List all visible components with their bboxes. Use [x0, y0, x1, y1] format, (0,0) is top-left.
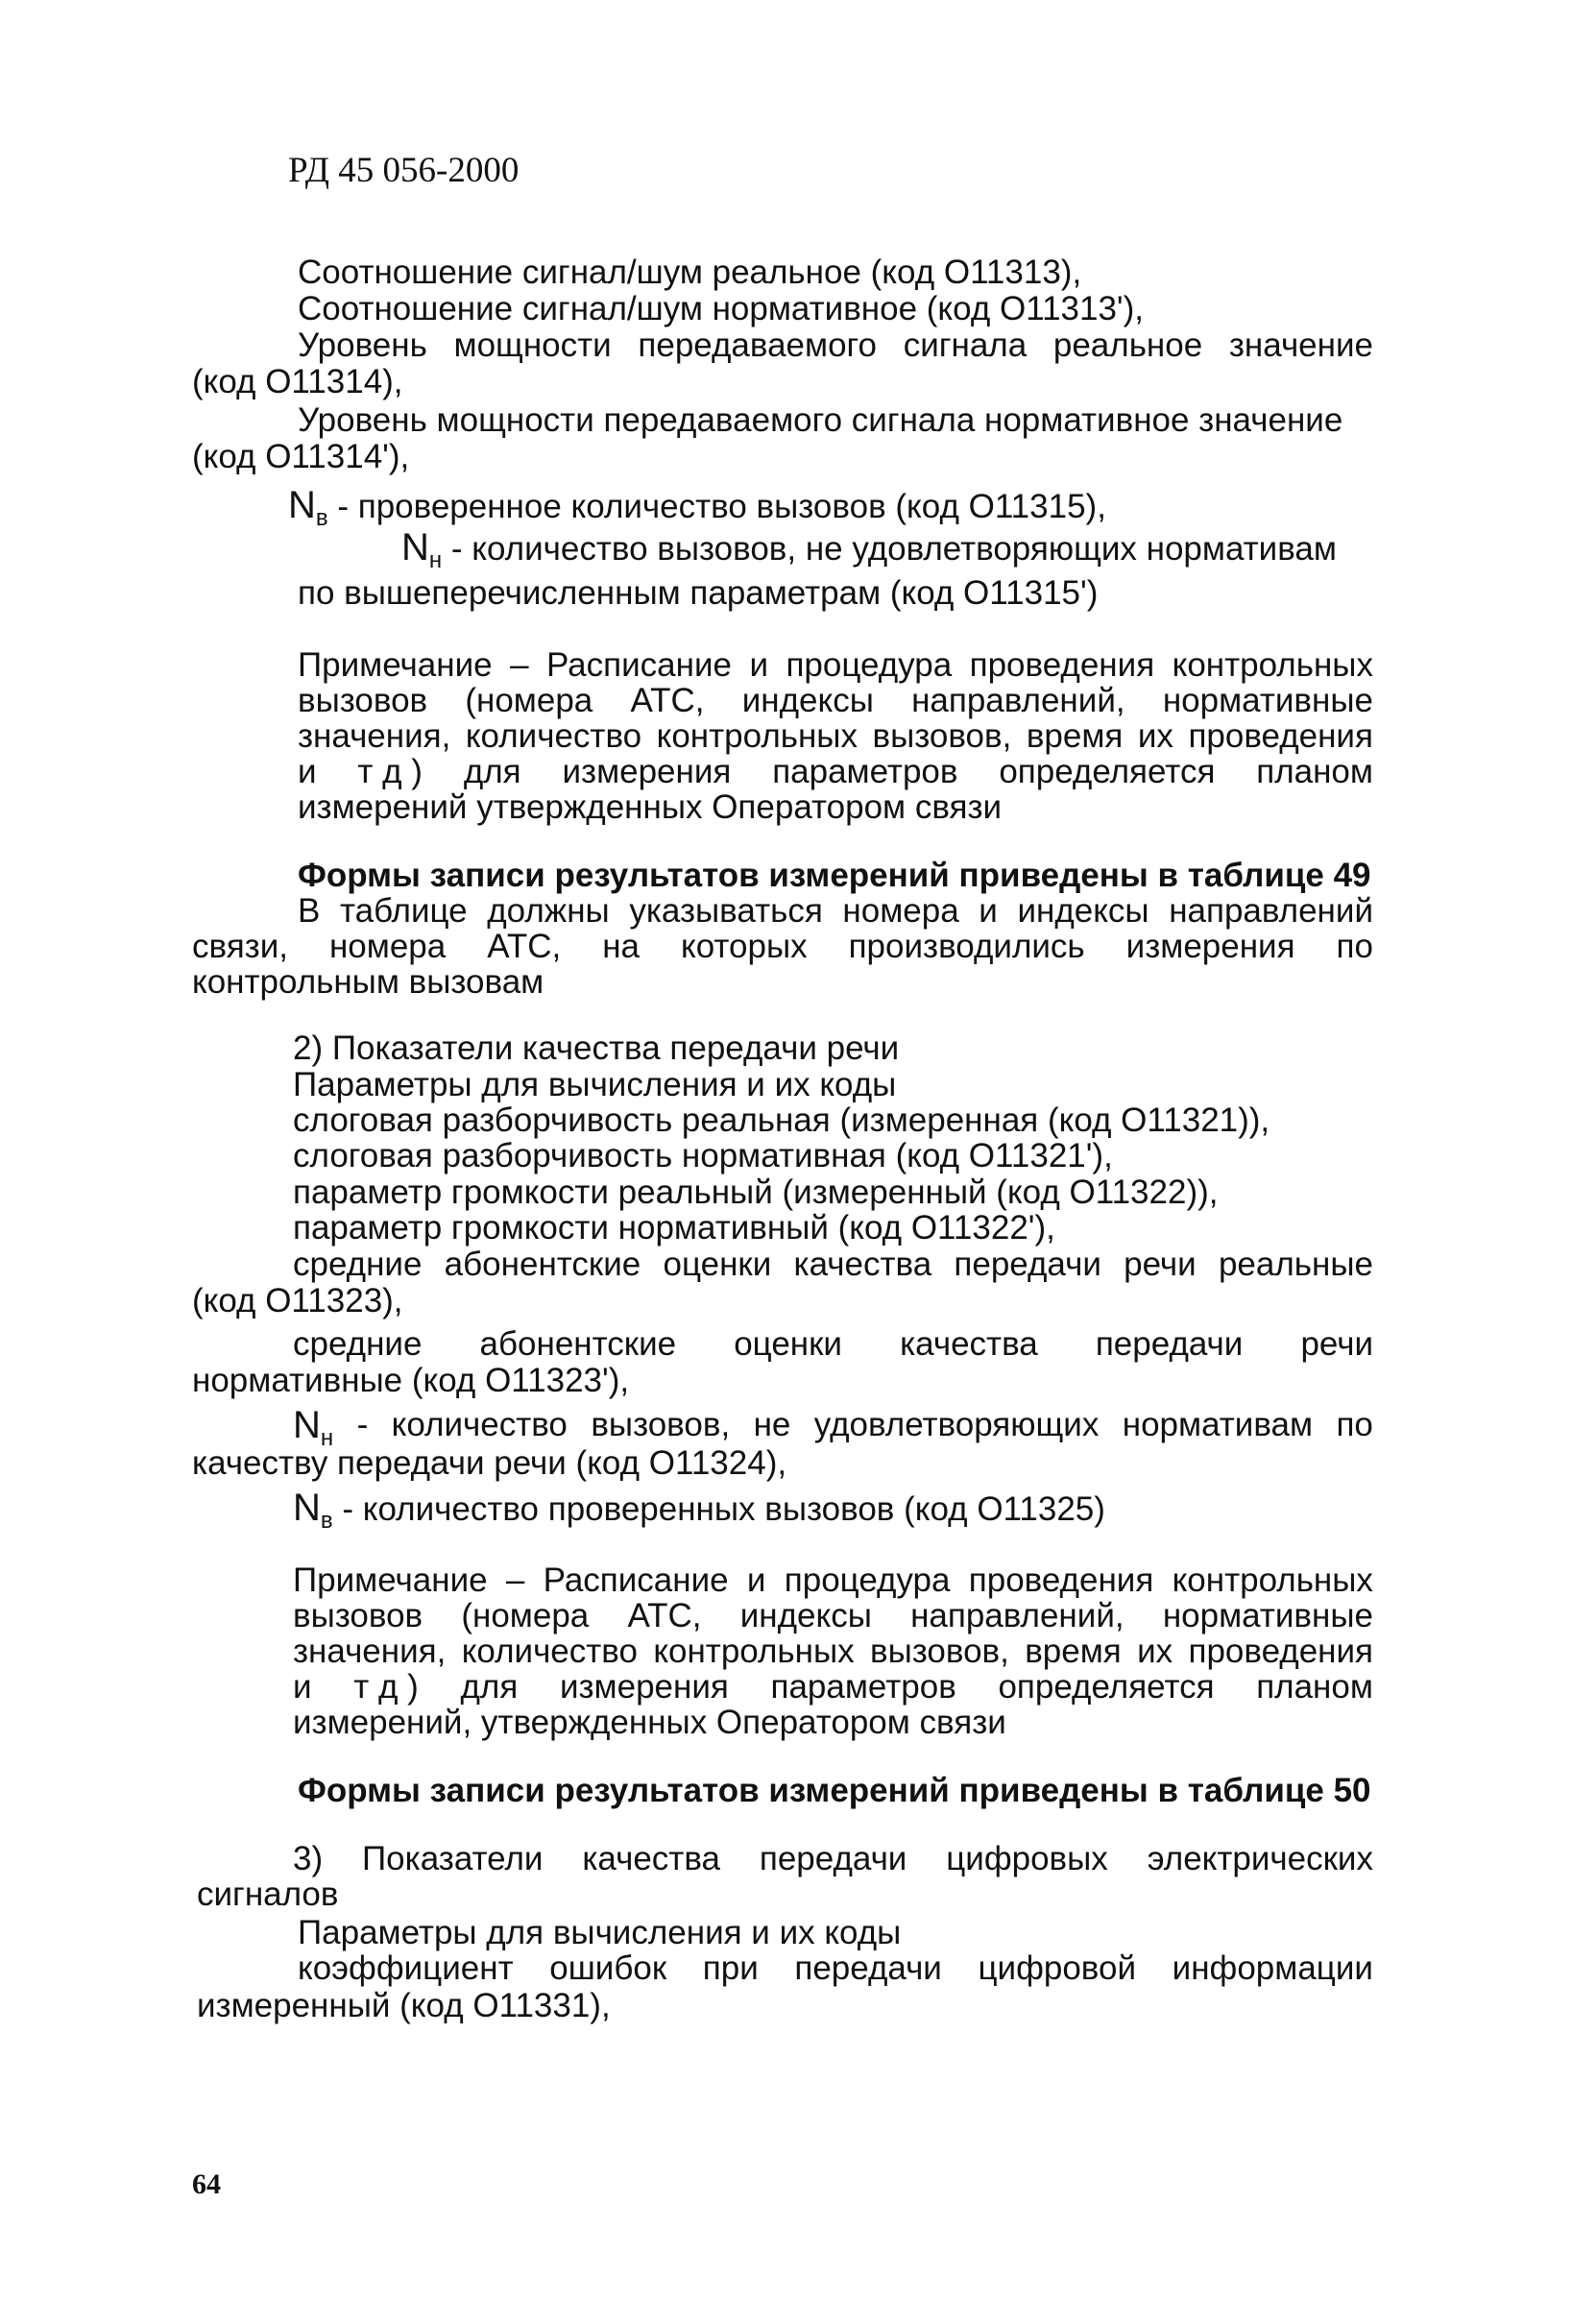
note-line: значения, количество контрольных вызовов, время их проведения [298, 717, 1373, 755]
note-line: и т д ) для измерения параметров определяется планом [293, 1668, 1373, 1706]
nh-subscript: н [320, 1425, 334, 1451]
text-line: параметр громкости реальный (измеренный (код О11322)), [293, 1174, 1219, 1211]
forms-line: Формы записи результатов измерений приведены в таблице 50 [298, 1772, 1371, 1809]
nb-subscript: в [315, 505, 328, 531]
note-line: вызовов (номера АТС, индексы направлений, нормативные [293, 1597, 1373, 1634]
text-line: по вышеперечисленным параметрам (код О11315') [298, 574, 1099, 612]
nh-subscript: н [428, 547, 443, 573]
nb-definition: $N_в$ - количество проверенных вызовов (код О11325) [293, 1487, 1105, 1534]
text-line: (код О11323), [192, 1282, 403, 1319]
text-line: (код О11314'), [192, 438, 410, 475]
section-title: 2) Показатели качества передачи речи [293, 1029, 900, 1067]
text-line-justified: коэффициент ошибок при передачи цифровой информации [298, 1949, 1373, 1987]
document-header: РД 45 056-2000 [288, 151, 520, 190]
nb-symbol: N [293, 1487, 321, 1529]
section-title: 3) Показатели качества передачи цифровых электрических [293, 1840, 1373, 1877]
nh-symbol: N [293, 1404, 321, 1446]
nh-definition: $N_н$ - количество вызовов, не удовлетворяющих нормативам [401, 526, 1337, 573]
text-line: нормативные (код О11323'), [192, 1362, 630, 1399]
note-line: значения, количество контрольных вызовов, время их проведения [293, 1633, 1373, 1670]
text-line: Параметры для вычисления и их коды [293, 1066, 897, 1103]
note-line: измерений, утвержденных Оператором связи [293, 1704, 1006, 1741]
note-line: вызовов (номера АТС, индексы направлений, нормативные [298, 682, 1373, 719]
text-line: (код О11314), [192, 363, 403, 400]
nh-symbol: N [401, 526, 429, 569]
note-line: Примечание – Расписание и процедура проведения контрольных [293, 1561, 1373, 1599]
page-number: 64 [192, 2168, 221, 2200]
text-line-justified: средние абонентские оценки качества передачи речи [293, 1325, 1373, 1363]
text-line: измеренный (код О11331), [197, 1987, 611, 2024]
nb-subscript: в [320, 1508, 333, 1534]
text-line: Соотношение сигнал/шум нормативное (код О11313'), [298, 290, 1144, 327]
nb-symbol: N [288, 484, 316, 526]
nb-definition: $N_в$ - проверенное количество вызовов (код О11315), [288, 484, 1106, 531]
text-line: контрольным вызовам [192, 963, 544, 1001]
text-line-justified: средние абонентские оценки качества передачи речи реальные [293, 1246, 1373, 1283]
text-line: Уровень мощности передаваемого сигнала нормативное значение [298, 401, 1343, 439]
text-line: слоговая разборчивость реальная (измеренная (код О11321)), [293, 1101, 1270, 1139]
text-line: качеству передачи речи (код О11324), [192, 1444, 787, 1482]
text-line: слоговая разборчивость нормативная (код О11321'), [293, 1137, 1113, 1174]
text-line: сигналов [197, 1876, 339, 1913]
nh-definition: $N_н$ - количество вызовов, не удовлетворяющих нормативам по [293, 1404, 1373, 1451]
text-line-justified: Уровень мощности передаваемого сигнала реальное значение [298, 327, 1373, 364]
note-line: измерений утвержденных Оператором связи [298, 788, 1003, 826]
forms-line: Формы записи результатов измерений приведены в таблице 49 [298, 857, 1371, 894]
note-line: и т д ) для измерения параметров определяется планом [298, 753, 1373, 790]
text-line: Параметры для вычисления и их коды [298, 1914, 902, 1951]
text-line-justified: В таблице должны указываться номера и индексы направлений [298, 892, 1373, 930]
text-line: Соотношение сигнал/шум реальное (код О11313), [298, 254, 1082, 291]
text-line-justified: связи, номера АТС, на которых производились измерения по [192, 928, 1373, 965]
text-line: параметр громкости нормативный (код О11322'), [293, 1209, 1055, 1247]
note-line: Примечание – Расписание и процедура проведения контрольных [298, 646, 1373, 684]
